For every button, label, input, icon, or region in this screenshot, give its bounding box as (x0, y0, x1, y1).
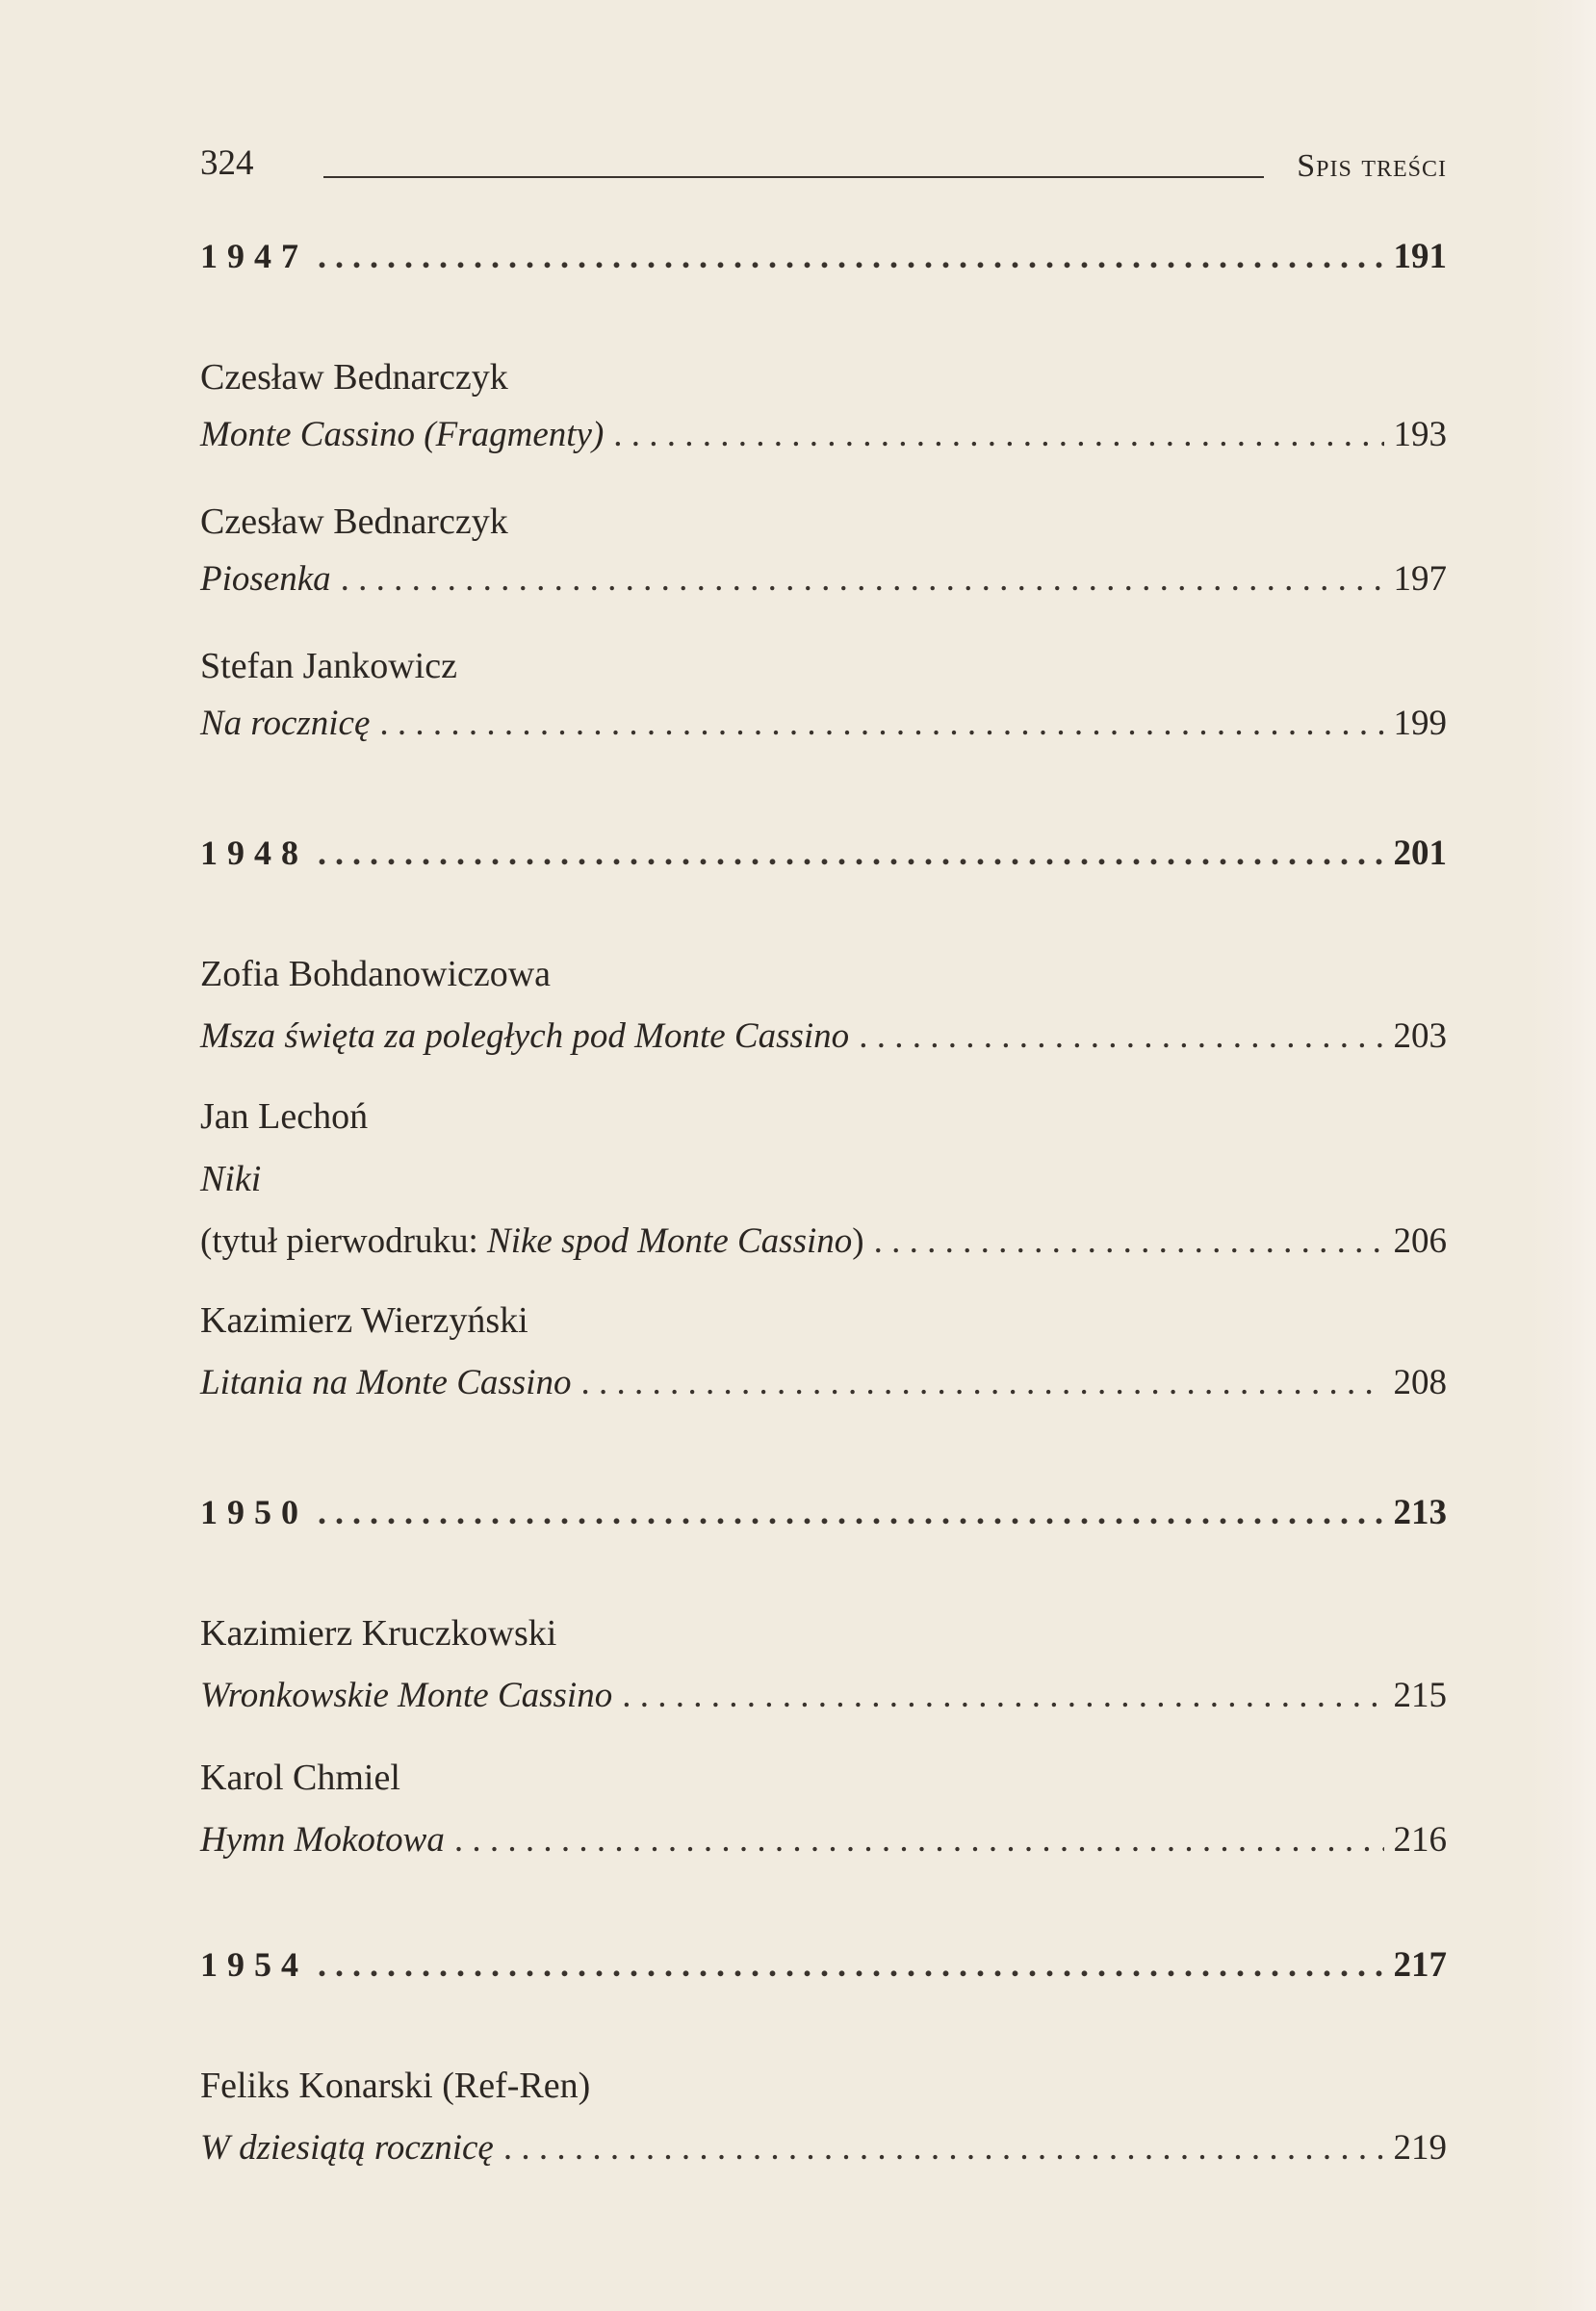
toc-page (200, 135, 1447, 2168)
toc-year-entry[interactable] (200, 236, 1447, 277)
toc-entry[interactable] (200, 1015, 1447, 1057)
toc-author: Feliks Konarski (Ref-Ren) (200, 2066, 591, 2106)
toc-author: Kazimierz Kruczkowski (200, 1613, 557, 1654)
page-ref: 206 (1393, 1221, 1447, 1261)
poem-title: Hymn Mokotowa (200, 1820, 445, 1860)
page-ref: 208 (1393, 1363, 1447, 1402)
poem-title: Msza święta za poległych pod Monte Cassino (200, 1016, 850, 1056)
page-ref: 197 (1393, 559, 1447, 599)
toc-author: Stefan Jankowicz (200, 646, 457, 686)
toc-year-entry[interactable] (200, 1492, 1447, 1533)
toc-entry[interactable] (200, 1675, 1447, 1716)
toc-author: Karol Chmiel (200, 1758, 400, 1798)
toc-year-entry[interactable] (200, 833, 1447, 874)
dot-leader (859, 1015, 1383, 1057)
toc-entry[interactable] (200, 1220, 1447, 1262)
year-label: 1948 (200, 834, 308, 872)
poem-title: Monte Cassino (Fragmenty) (200, 415, 605, 454)
page-ref: 191 (1393, 237, 1447, 276)
chapter-title: Spis treści (1297, 148, 1447, 184)
toc-author: Czesław Bednarczyk (200, 357, 508, 398)
poem-title: Piosenka (200, 559, 331, 599)
poem-title: W dziesiątą rocznicę (200, 2128, 494, 2168)
year-label: 1950 (200, 1493, 308, 1531)
page-edge-shadow (1529, 0, 1596, 2311)
page-ref: 203 (1393, 1016, 1447, 1056)
running-head (200, 135, 1447, 193)
poem-title: Na rocznicę (200, 704, 371, 743)
note-prefix: (tytuł pierwodruku: (200, 1221, 488, 1261)
dot-leader (318, 1944, 1384, 1985)
dot-leader (503, 2127, 1384, 2169)
header-rule (323, 176, 1264, 178)
toc-year-entry[interactable] (200, 1944, 1447, 1986)
dot-leader (580, 1362, 1383, 1403)
toc-entry[interactable] (200, 2127, 1447, 2169)
dot-leader (874, 1220, 1384, 1262)
page-ref: 199 (1393, 704, 1447, 743)
dot-leader (318, 1492, 1384, 1532)
poem-title: Niki (200, 1159, 262, 1199)
year-label: 1947 (200, 237, 308, 275)
page-ref: 213 (1393, 1493, 1447, 1532)
page-ref: 217 (1393, 1945, 1447, 1985)
toc-entry[interactable] (200, 703, 1447, 744)
page-ref: 201 (1393, 834, 1447, 873)
toc-entry[interactable] (200, 558, 1447, 600)
page-ref: 216 (1393, 1820, 1447, 1860)
dot-leader (318, 236, 1384, 276)
note-suffix: ) (852, 1221, 864, 1261)
dot-leader (379, 703, 1383, 744)
dot-leader (613, 414, 1383, 455)
toc-author: Zofia Bohdanowiczowa (200, 954, 552, 994)
toc-author: Jan Lechoń (200, 1096, 369, 1137)
toc-entry[interactable] (200, 1819, 1447, 1861)
toc-author: Kazimierz Wierzyński (200, 1300, 528, 1341)
toc-author: Czesław Bednarczyk (200, 501, 508, 542)
page-number: 324 (200, 143, 254, 183)
dot-leader (318, 833, 1384, 873)
year-label: 1954 (200, 1945, 308, 1984)
page-ref: 215 (1393, 1676, 1447, 1715)
page-ref: 219 (1393, 2128, 1447, 2168)
dot-leader (341, 558, 1384, 600)
note-title: Nike spod Monte Cassino (487, 1221, 853, 1261)
dot-leader (454, 1819, 1384, 1861)
toc-entry[interactable] (200, 1362, 1447, 1403)
poem-note (200, 1220, 864, 1262)
poem-title: Litania na Monte Cassino (200, 1363, 572, 1402)
page-ref: 193 (1393, 415, 1447, 454)
toc-entry[interactable] (200, 414, 1447, 455)
dot-leader (622, 1675, 1383, 1716)
poem-title: Wronkowskie Monte Cassino (200, 1676, 613, 1715)
